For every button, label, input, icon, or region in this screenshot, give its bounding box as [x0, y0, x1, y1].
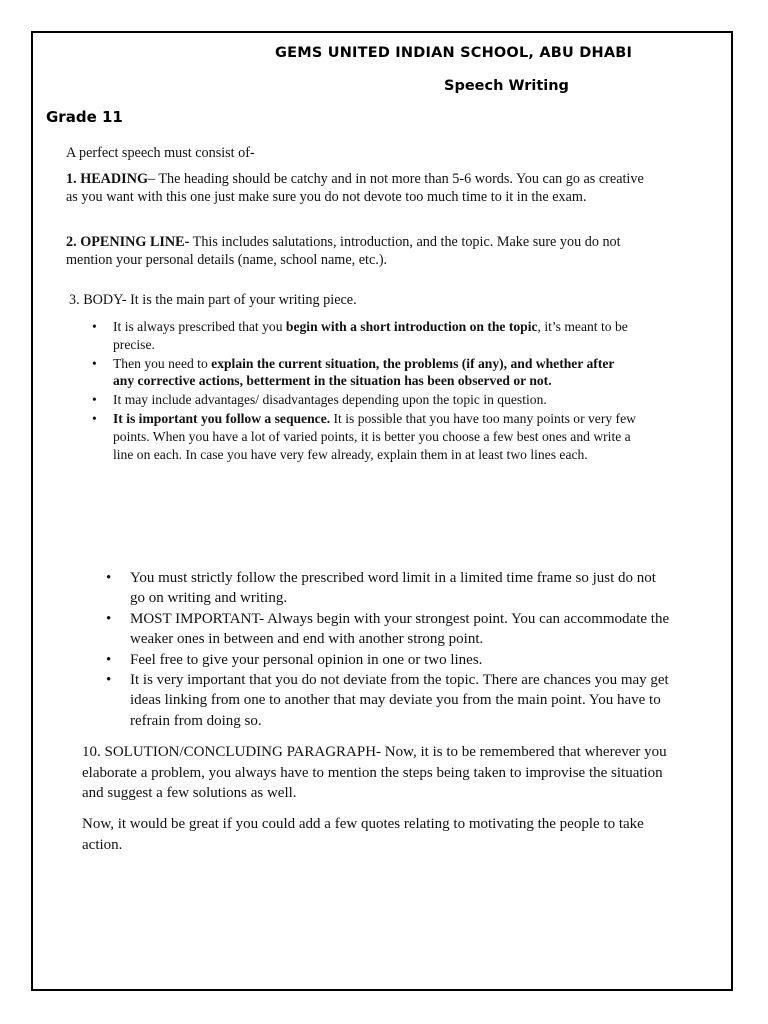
bullet-text: , it’s meant to be precise. [113, 319, 628, 352]
list-item [92, 391, 637, 409]
bullet-icon: • [106, 610, 112, 627]
bullet-bold-text: It is important you follow a sequence. [113, 410, 331, 426]
bullet-text: You must strictly follow the prescribed word limit in a limited time frame so just do not go on writing and writing. [130, 570, 656, 607]
bullet-bold-text: begin with a short introduction on the topic [285, 319, 538, 334]
list-item [106, 609, 671, 650]
bullet-icon: • [92, 319, 97, 334]
point-heading-label: 1. HEADING [66, 171, 148, 187]
closing-paragraph: Now, it would be great if you could add a few quotes relating to motivating the people to take action. [82, 816, 644, 853]
point-heading [66, 170, 656, 207]
bullet-bold-text: explain the current situation, the problems (if any), and whether after any corrective actions, betterment in the situation has been observed or not. [113, 355, 615, 389]
bullet-text: MOST IMPORTANT- Always begin with your strongest point. You can accommodate the weaker ones in between and end with another strong point. [130, 610, 670, 648]
list-item [106, 650, 671, 670]
list-item [92, 318, 637, 354]
bullet-text: Then you need to [113, 355, 212, 371]
bullet-icon: • [106, 651, 112, 668]
bullet-text: It is very important that you do not deviate from the topic. There are chances you may get ideas linking from one to another that may deviate you from the main point. You have to refrain from doing so. [130, 672, 669, 729]
list-item [106, 670, 671, 731]
body-bullet-list [92, 318, 637, 464]
bullet-icon: • [106, 570, 112, 586]
bullet-text: It may include advantages/ disadvantages depending upon the topic in question. [113, 392, 547, 408]
document-title: Speech Writing [444, 78, 569, 94]
list-item [92, 410, 637, 463]
intro-line: A perfect speech must consist of- [66, 145, 255, 161]
list-item [106, 568, 671, 609]
bullet-icon: • [92, 410, 97, 426]
point-opening-label: 2. OPENING LINE- [66, 234, 190, 250]
bullet-text: It is possible that you have too many points or very few points. When you have a lot of varied points, it is better you choose a few best ones and write a line on each. In case you have very few already, explain them in at least two lines each. [113, 410, 636, 462]
solution-paragraph: 10. SOLUTION/CONCLUDING PARAGRAPH- Now, it is to be remembered that wherever you elaborate a problem, you always have to mention the steps being taken to improvise the situation and suggest a few solutions as well. [82, 744, 667, 802]
point-heading-text: – The heading should be catchy and in not more than 5-6 words. You can go as creative as you want with this one just make sure you do not devote too much time to it in the exam. [66, 171, 644, 206]
bullet-icon: • [92, 355, 97, 371]
tips-bullet-list [106, 568, 671, 731]
bullet-text: It is always prescribed that you [113, 319, 286, 334]
grade-label: Grade 11 [46, 108, 123, 126]
point-opening-text: This includes salutations, introduction, and the topic. Make sure you do not mention your personal details (name, school name, etc.). [66, 234, 621, 269]
list-item [92, 355, 637, 391]
bullet-icon: • [106, 672, 112, 689]
bullet-icon: • [92, 392, 97, 408]
point-body: 3. BODY- It is the main part of your writing piece. [69, 292, 357, 308]
school-name: GEMS UNITED INDIAN SCHOOL, ABU DHABI [275, 45, 633, 61]
bullet-text: Feel free to give your personal opinion in one or two lines. [130, 651, 483, 668]
point-opening-line [66, 233, 656, 270]
